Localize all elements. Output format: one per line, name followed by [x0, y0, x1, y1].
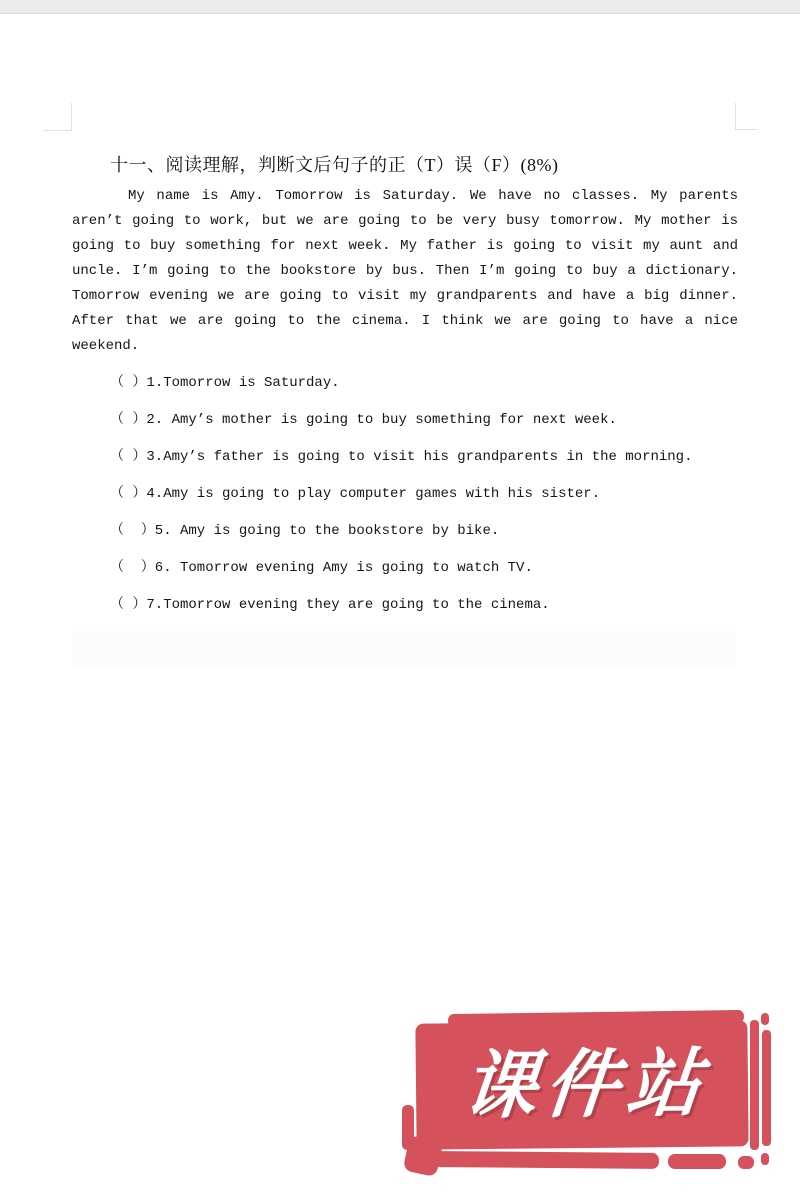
- watermark-text: 课件站: [459, 1041, 713, 1128]
- question-item: （ ）6. Tomorrow evening Amy is going to watch TV.: [110, 560, 533, 576]
- question-item: （ ）7.Tomorrow evening they are going to the cinema.: [110, 597, 550, 613]
- watermark-stamp: [400, 1010, 772, 1174]
- question-item: （ ）4.Amy is going to play computer games with his sister.: [110, 486, 601, 502]
- margin-corner-mark-left: [44, 103, 72, 131]
- highlight-band: [72, 631, 736, 668]
- stamp-stroke-bottom-dot-1: [738, 1156, 754, 1169]
- stamp-stroke-right-inner: [750, 1020, 759, 1150]
- section-title: 十一、阅读理解，判断文后句子的正（T）误（F）(8%): [110, 155, 559, 175]
- question-item: （ ）5. Amy is going to the bookstore by bike.: [110, 523, 500, 539]
- question-list: [72, 371, 738, 655]
- stamp-block: [415, 1020, 748, 1149]
- question-item: （ ）2. Amy’s mother is going to buy something for next week.: [110, 412, 617, 428]
- stamp-stroke-right-outer: [762, 1030, 771, 1146]
- stamp-stroke-bottom-dot-2: [761, 1153, 769, 1165]
- reading-passage: My name is Amy. Tomorrow is Saturday. We have no classes. My parents aren’t going to work, but we are going to be very busy tomorrow. My mother is going to buy something for next week. My father is going to visit my aunt and uncle. I’m going to the bookstore by bus. Then I’m going to buy a dictionary. Tomorrow evening we are going to visit my grandparents and have a big dinner. After that we are going to the cinema. I think we are going to have a nice weekend.: [72, 188, 738, 354]
- stamp-stroke-bottom-2: [668, 1154, 726, 1169]
- stamp-stroke-bottom-1: [434, 1151, 659, 1169]
- question-item: （ ）3.Amy’s father is going to visit his grandparents in the morning.: [110, 449, 693, 465]
- document-content: [72, 152, 738, 667]
- margin-corner-mark-right: [735, 103, 757, 130]
- stamp-stroke-right-dot: [761, 1013, 769, 1025]
- question-item: （ ）1.Tomorrow is Saturday.: [110, 375, 340, 391]
- window-top-edge: [0, 0, 800, 14]
